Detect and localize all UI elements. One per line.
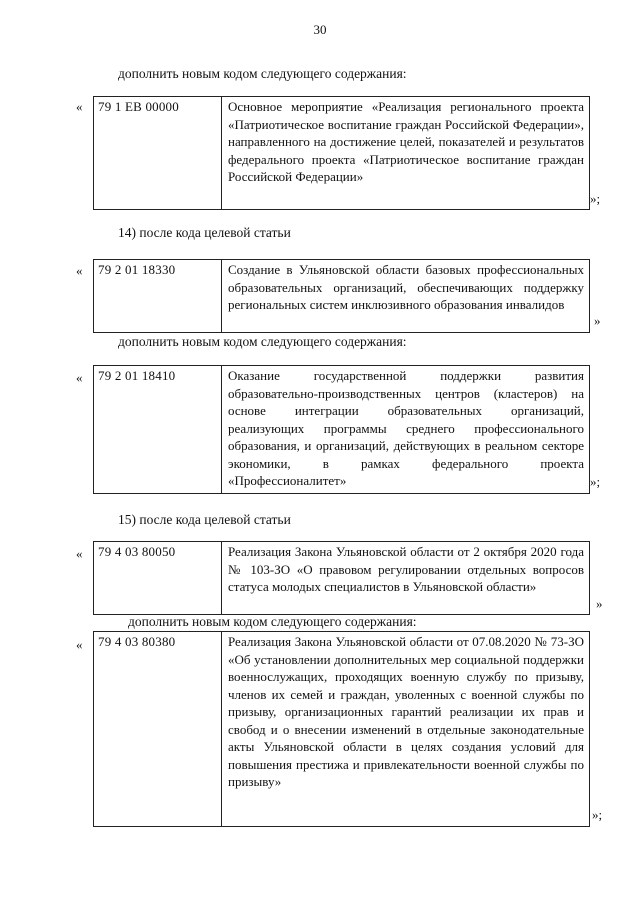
paragraph-add-new-code: дополнить новым кодом следующего содержания: — [118, 66, 407, 81]
code-entry-table — [93, 259, 590, 333]
opening-quote: « — [76, 370, 83, 385]
opening-quote: « — [76, 263, 83, 278]
code-entry-table — [93, 365, 590, 494]
target-description: Создание в Ульяновской области базовых профессиональных образовательных организаций, обеспечивающих поддержку региональных систем инклюзивного образования инвалидов — [228, 262, 584, 312]
paragraph-add-new-code: дополнить новым кодом следующего содержания: — [128, 614, 417, 629]
target-description: Реализация Закона Ульяновской области от 07.08.2020 № 73-ЗО «Об установлении дополнительных мер социальной поддержки военнослужащих, проходящих военную службу по призыву, членов их семей и граждан, уволенных с военной службы по призыву, организационных гарантий реализации их прав и свобод и о внесении изменений в отдельные законодательные акты Ульяновской области в целях создания условий для повышения престижа и привлекательности военной службы по призыву» — [228, 634, 584, 789]
target-code: 79 4 03 80380 — [94, 632, 222, 826]
code-entry-table — [93, 541, 590, 615]
target-description: Реализация Закона Ульяновской области от 2 октября 2020 года № 103-ЗО «О правовом регулировании отдельных вопросов статуса молодых специалистов в Ульяновской области» — [228, 544, 584, 594]
closing-quote: »; — [590, 191, 601, 206]
target-description: Оказание государственной поддержки развития образовательно-производственных центров (кластеров) на основе интеграции образовательных организаций, реализующих программы среднего профессионального образования, и организаций, действующих в реальном секторе экономики, в рамках федерального проекта «Профессионалитет» — [228, 368, 584, 488]
target-description: Основное мероприятие «Реализация регионального проекта «Патриотическое воспитание граждан Российской Федерации», направленного на достижение целей, показателей и результатов федерального проекта «Патриотическое воспитание граждан Российской Федерации» — [228, 99, 584, 184]
page-number: 30 — [313, 22, 327, 37]
closing-quote: » — [594, 313, 601, 328]
closing-quote: »; — [592, 807, 603, 822]
closing-quote: » — [596, 596, 603, 611]
code-entry-table — [93, 631, 590, 827]
target-code: 79 4 03 80050 — [94, 542, 222, 614]
closing-quote: »; — [590, 474, 601, 489]
paragraph-after-code-14: 14) после кода целевой статьи — [118, 225, 291, 240]
target-code: 79 2 01 18330 — [94, 260, 222, 332]
target-code: 79 1 EB 00000 — [94, 97, 222, 209]
opening-quote: « — [76, 546, 83, 561]
opening-quote: « — [76, 637, 83, 652]
target-code: 79 2 01 18410 — [94, 366, 222, 493]
code-entry-table — [93, 96, 590, 210]
paragraph-add-new-code: дополнить новым кодом следующего содержания: — [118, 334, 407, 349]
paragraph-after-code-15: 15) после кода целевой статьи — [118, 512, 291, 527]
opening-quote: « — [76, 99, 83, 114]
